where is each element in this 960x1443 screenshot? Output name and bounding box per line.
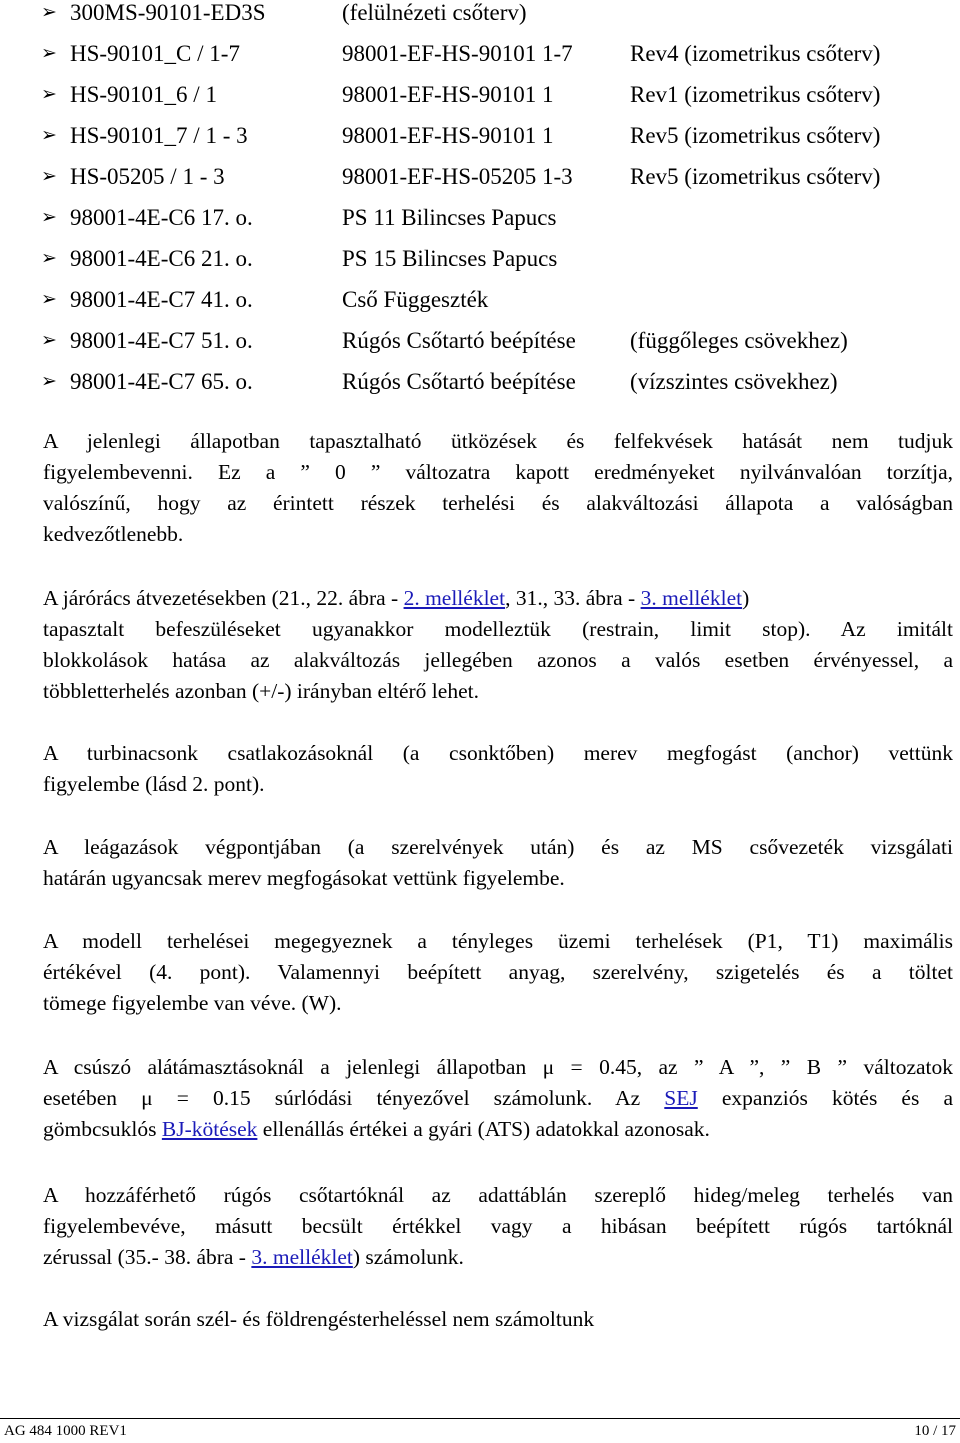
drawing-ref: 98001-EF-HS-90101 1 (342, 123, 554, 148)
list-item (0, 244, 960, 274)
paragraph-loads (43, 926, 953, 1019)
text-line: többletterhelés azonban (+/-) irányban eltérő lehet. (43, 679, 479, 703)
text-line: figyelembe (lásd 2. pont). (43, 772, 265, 796)
paragraph-collisions (43, 426, 953, 550)
text-line: A járórács átvezetésekben (21., 22. ábra - 2. melléklet, 31., 33. ábra - 3. melléklet) (43, 586, 750, 610)
drawing-desc: (függőleges csövekhez) (630, 328, 848, 353)
drawing-id: 300MS-90101-ED3S (70, 0, 266, 25)
text-line: értékével (4. pont). Valamennyi beépített anyag, szerelvény, szigetelés és a töltet (43, 960, 953, 984)
text-line: gömbcsuklós BJ-kötések ellenállás értékei a gyári (ATS) adatokkal azonosak. (43, 1117, 710, 1141)
arrow-bullet-icon: ➢ (41, 330, 57, 351)
paragraph-friction (43, 1052, 953, 1145)
page-footer (0, 1418, 960, 1442)
drawing-id: 98001-4E-C7 65. o. (70, 369, 253, 394)
arrow-bullet-icon: ➢ (41, 248, 57, 269)
paragraph-springs (43, 1180, 953, 1273)
drawing-ref: 98001-EF-HS-90101 1-7 (342, 41, 573, 66)
annex-3-link[interactable]: 3. melléklet (640, 586, 743, 610)
drawing-desc: Rev1 (izometrikus csőterv) (630, 82, 881, 107)
page-number: 10 / 17 (914, 1423, 956, 1439)
arrow-bullet-icon: ➢ (41, 2, 57, 23)
arrow-bullet-icon: ➢ (41, 125, 57, 146)
list-item (0, 367, 960, 397)
text-line: zérussal (35.- 38. ábra - 3. melléklet) számolunk. (43, 1245, 464, 1269)
drawing-ref: Rúgós Csőtartó beépítése (342, 369, 576, 394)
drawing-id: 98001-4E-C6 17. o. (70, 205, 253, 230)
text-line: A turbinacsonk csatlakozásoknál (a csonktőben) merev megfogást (anchor) vettünk (43, 741, 953, 765)
paragraph-branches (43, 832, 953, 894)
text-line: A modell terhelései megegyeznek a tényleges üzemi terhelések (P1, T1) maximális (43, 929, 953, 953)
text-line: A csúszó alátámasztásoknál a jelenlegi állapotban μ = 0.45, az ” A ”, ” B ” változatok (43, 1055, 953, 1079)
drawing-ref: 98001-EF-HS-90101 1 (342, 82, 554, 107)
text-line: figyelembevéve, másutt becsült értékkel vagy a hibásan beépített rúgós tartóknál (43, 1214, 953, 1238)
text-line: tapasztalt befeszüléseket ugyanakkor modelleztük (restrain, limit stop). Az imitált (43, 617, 953, 641)
drawing-ref: PS 15 Bilincses Papucs (342, 246, 558, 271)
list-item (0, 80, 960, 110)
text-line: A hozzáférhető rúgós csőtartóknál az adattáblán szereplő hideg/meleg terhelés van (43, 1183, 953, 1207)
text-line: A jelenlegi állapotban tapasztalható ütközések és felfekvések hatását nem tudjuk (43, 429, 953, 453)
text-line: A leágazások végpontjában (a szerelvények után) és az MS csővezeték vizsgálati (43, 835, 953, 859)
drawing-ref: Cső Függeszték (342, 287, 489, 312)
drawing-id: HS-90101_6 / 1 (70, 82, 217, 107)
arrow-bullet-icon: ➢ (41, 371, 57, 392)
drawing-desc: Rev4 (izometrikus csőterv) (630, 41, 881, 66)
drawing-id: HS-90101_C / 1-7 (70, 41, 240, 66)
list-item (0, 203, 960, 233)
text-line: blokkolások hatása az alakváltozás jellegében azonos a valós esetben érvényessel, a (43, 648, 953, 672)
drawing-ref: (felülnézeti csőterv) (342, 0, 527, 25)
annex-2-link[interactable]: 2. melléklet (403, 586, 506, 610)
list-item (0, 39, 960, 69)
paragraph-turbine (43, 738, 953, 800)
drawing-desc: (vízszintes csövekhez) (630, 369, 838, 394)
text-line: határán ugyancsak merev megfogásokat vettünk figyelembe. (43, 866, 565, 890)
drawing-id: 98001-4E-C7 41. o. (70, 287, 253, 312)
document-id: AG 484 1000 REV1 (4, 1423, 127, 1439)
list-item (0, 326, 960, 356)
arrow-bullet-icon: ➢ (41, 84, 57, 105)
drawing-ref: Rúgós Csőtartó beépítése (342, 328, 576, 353)
list-item (0, 0, 960, 28)
text-line: figyelembevenni. Ez a ” 0 ” változatra kapott eredményeket nyilvánvalóan torzítja, (43, 460, 953, 484)
drawing-id: 98001-4E-C7 51. o. (70, 328, 253, 353)
text-line: esetében μ = 0.15 súrlódási tényezővel számolunk. Az SEJ expanziós kötés és a (43, 1086, 953, 1110)
paragraph-wind (43, 1304, 953, 1335)
sej-link[interactable]: SEJ (664, 1086, 698, 1110)
text-line: valószínű, hogy az érintett részek terhelési és alakváltozási állapota a valóságban (43, 491, 953, 515)
drawing-ref: PS 11 Bilincses Papucs (342, 205, 557, 230)
arrow-bullet-icon: ➢ (41, 289, 57, 310)
list-item (0, 121, 960, 151)
arrow-bullet-icon: ➢ (41, 207, 57, 228)
footer-rule (0, 1418, 960, 1419)
list-item (0, 285, 960, 315)
drawing-id: 98001-4E-C6 21. o. (70, 246, 253, 271)
drawing-id: HS-05205 / 1 - 3 (70, 164, 225, 189)
list-item (0, 162, 960, 192)
arrow-bullet-icon: ➢ (41, 43, 57, 64)
text-line: A vizsgálat során szél- és földrengésterheléssel nem számoltunk (43, 1307, 595, 1331)
annex-3-link[interactable]: 3. melléklet (251, 1245, 353, 1269)
text-line: tömege figyelembe van véve. (W). (43, 991, 342, 1015)
drawing-id: HS-90101_7 / 1 - 3 (70, 123, 248, 148)
drawing-ref: 98001-EF-HS-05205 1-3 (342, 164, 573, 189)
arrow-bullet-icon: ➢ (41, 166, 57, 187)
bj-link[interactable]: BJ-kötések (161, 1117, 258, 1141)
drawing-desc: Rev5 (izometrikus csőterv) (630, 164, 881, 189)
paragraph-grating (43, 583, 953, 707)
drawing-desc: Rev5 (izometrikus csőterv) (630, 123, 881, 148)
text-line: kedvezőtlenebb. (43, 522, 184, 546)
